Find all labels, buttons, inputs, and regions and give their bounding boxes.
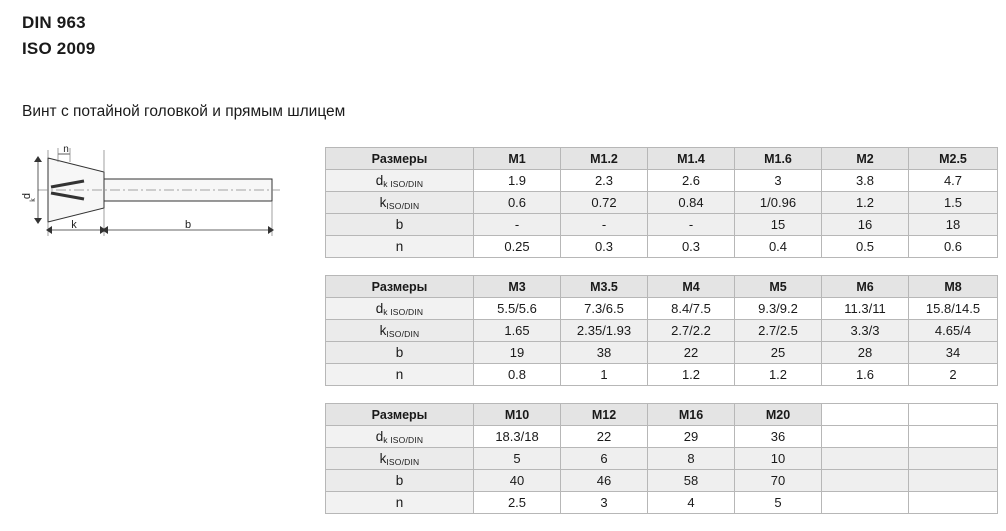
table-row	[326, 492, 998, 514]
table-cell: 70	[735, 470, 822, 492]
dimension-table-3	[325, 403, 998, 514]
table-cell: 2.35/1.93	[561, 320, 648, 342]
table-cell: 1.6	[822, 364, 909, 386]
table-cell: 1	[561, 364, 648, 386]
dk-dimension-subscript: k	[30, 198, 37, 202]
table-row	[326, 320, 998, 342]
b-dimension-label: b	[184, 219, 192, 231]
table-header-row	[326, 148, 998, 170]
table-cell: 40	[474, 470, 561, 492]
header-cell: M2.5	[909, 148, 998, 170]
table-row	[326, 470, 998, 492]
product-description: Винт с потайной головкой и прямым шлицем	[22, 103, 346, 120]
table-cell: 3.3/3	[822, 320, 909, 342]
row-label: b	[326, 470, 474, 492]
table-cell: 15.8/14.5	[909, 298, 998, 320]
table-cell: 2	[909, 364, 998, 386]
table-cell: 19	[474, 342, 561, 364]
table-row	[326, 364, 998, 386]
row-label: b	[326, 342, 474, 364]
table-cell: 1.65	[474, 320, 561, 342]
screw-technical-drawing	[8, 140, 308, 260]
table-cell: 1.2	[735, 364, 822, 386]
table-cell: 1.2	[648, 364, 735, 386]
table-header-row	[326, 404, 998, 426]
header-cell-empty	[909, 404, 998, 426]
table-cell: 1/0.96	[735, 192, 822, 214]
table-cell: 3.8	[822, 170, 909, 192]
table-cell: -	[648, 214, 735, 236]
table-row	[326, 342, 998, 364]
table-cell: 25	[735, 342, 822, 364]
table-cell: 18.3/18	[474, 426, 561, 448]
table-row	[326, 298, 998, 320]
table-cell-empty	[822, 448, 909, 470]
header-cell: M10	[474, 404, 561, 426]
table-cell: 4.7	[909, 170, 998, 192]
row-label: dk ISO/DIN	[326, 298, 474, 320]
table-row	[326, 448, 998, 470]
table-cell: 22	[561, 426, 648, 448]
table-cell: 2.5	[474, 492, 561, 514]
header-cell: M1	[474, 148, 561, 170]
header-cell: M3	[474, 276, 561, 298]
table-cell: 0.72	[561, 192, 648, 214]
table-cell: 2.3	[561, 170, 648, 192]
table-cell: 36	[735, 426, 822, 448]
table-cell: 0.6	[909, 236, 998, 258]
row-label: dk ISO/DIN	[326, 426, 474, 448]
header-cell: M8	[909, 276, 998, 298]
table-cell: 2.6	[648, 170, 735, 192]
row-label: n	[326, 364, 474, 386]
table-cell: 3	[735, 170, 822, 192]
table-cell: 38	[561, 342, 648, 364]
table-cell: -	[561, 214, 648, 236]
row-label: kISO/DIN	[326, 448, 474, 470]
table-cell: 29	[648, 426, 735, 448]
standard-line-din: DIN 963	[22, 13, 86, 32]
dk-dimension-label: d	[21, 192, 33, 200]
table-cell: 4	[648, 492, 735, 514]
row-label: n	[326, 492, 474, 514]
table-cell: 22	[648, 342, 735, 364]
header-cell: M4	[648, 276, 735, 298]
table-cell: 2.7/2.5	[735, 320, 822, 342]
header-cell-empty	[822, 404, 909, 426]
row-label: kISO/DIN	[326, 192, 474, 214]
standard-line-iso: ISO 2009	[22, 39, 96, 58]
table-cell: 34	[909, 342, 998, 364]
table-cell: 5	[474, 448, 561, 470]
table-cell: 0.6	[474, 192, 561, 214]
table-row	[326, 214, 998, 236]
screw-drawing-svg	[8, 140, 308, 260]
dimension-table-1	[325, 147, 998, 258]
table-cell: 0.3	[648, 236, 735, 258]
row-label: n	[326, 236, 474, 258]
header-cell: Размеры	[326, 148, 474, 170]
header-cell: M1.4	[648, 148, 735, 170]
row-label: b	[326, 214, 474, 236]
dimension-tables	[325, 147, 997, 531]
header-cell: M3.5	[561, 276, 648, 298]
table-cell: 2.7/2.2	[648, 320, 735, 342]
table-cell: 8.4/7.5	[648, 298, 735, 320]
table-cell: 10	[735, 448, 822, 470]
header-cell: M16	[648, 404, 735, 426]
table-cell: 0.4	[735, 236, 822, 258]
header-cell: M6	[822, 276, 909, 298]
table-cell-empty	[822, 470, 909, 492]
table-cell: 1.5	[909, 192, 998, 214]
table-cell-empty	[822, 426, 909, 448]
table-cell: 6	[561, 448, 648, 470]
table-cell: -	[474, 214, 561, 236]
table-row	[326, 192, 998, 214]
table-cell: 3	[561, 492, 648, 514]
header-cell: M2	[822, 148, 909, 170]
table-cell: 8	[648, 448, 735, 470]
table-row	[326, 426, 998, 448]
table-cell: 18	[909, 214, 998, 236]
table-cell: 1.9	[474, 170, 561, 192]
table-row	[326, 236, 998, 258]
header-cell: M5	[735, 276, 822, 298]
table-cell-empty	[822, 492, 909, 514]
table-cell: 4.65/4	[909, 320, 998, 342]
table-cell: 1.2	[822, 192, 909, 214]
table-cell: 46	[561, 470, 648, 492]
table-cell: 0.25	[474, 236, 561, 258]
header-cell: M12	[561, 404, 648, 426]
table-cell: 58	[648, 470, 735, 492]
table-cell: 7.3/6.5	[561, 298, 648, 320]
table-cell: 16	[822, 214, 909, 236]
table-cell-empty	[909, 492, 998, 514]
table-cell: 28	[822, 342, 909, 364]
table-cell: 5	[735, 492, 822, 514]
k-dimension-label: k	[71, 219, 77, 231]
table-cell: 15	[735, 214, 822, 236]
table-cell: 0.84	[648, 192, 735, 214]
row-label: kISO/DIN	[326, 320, 474, 342]
header-cell: M20	[735, 404, 822, 426]
table-cell: 9.3/9.2	[735, 298, 822, 320]
table-cell: 0.5	[822, 236, 909, 258]
table-cell: 0.3	[561, 236, 648, 258]
header-cell: M1.6	[735, 148, 822, 170]
header-cell: M1.2	[561, 148, 648, 170]
table-cell-empty	[909, 470, 998, 492]
table-cell: 5.5/5.6	[474, 298, 561, 320]
dimension-table-2	[325, 275, 998, 386]
table-cell-empty	[909, 426, 998, 448]
standard-numbers	[22, 10, 95, 62]
header-cell: Размеры	[326, 404, 474, 426]
table-cell: 0.8	[474, 364, 561, 386]
n-dimension-label: n	[63, 144, 69, 155]
table-cell-empty	[909, 448, 998, 470]
table-row	[326, 170, 998, 192]
table-cell: 11.3/11	[822, 298, 909, 320]
table-header-row	[326, 276, 998, 298]
row-label: dk ISO/DIN	[326, 170, 474, 192]
header-cell: Размеры	[326, 276, 474, 298]
